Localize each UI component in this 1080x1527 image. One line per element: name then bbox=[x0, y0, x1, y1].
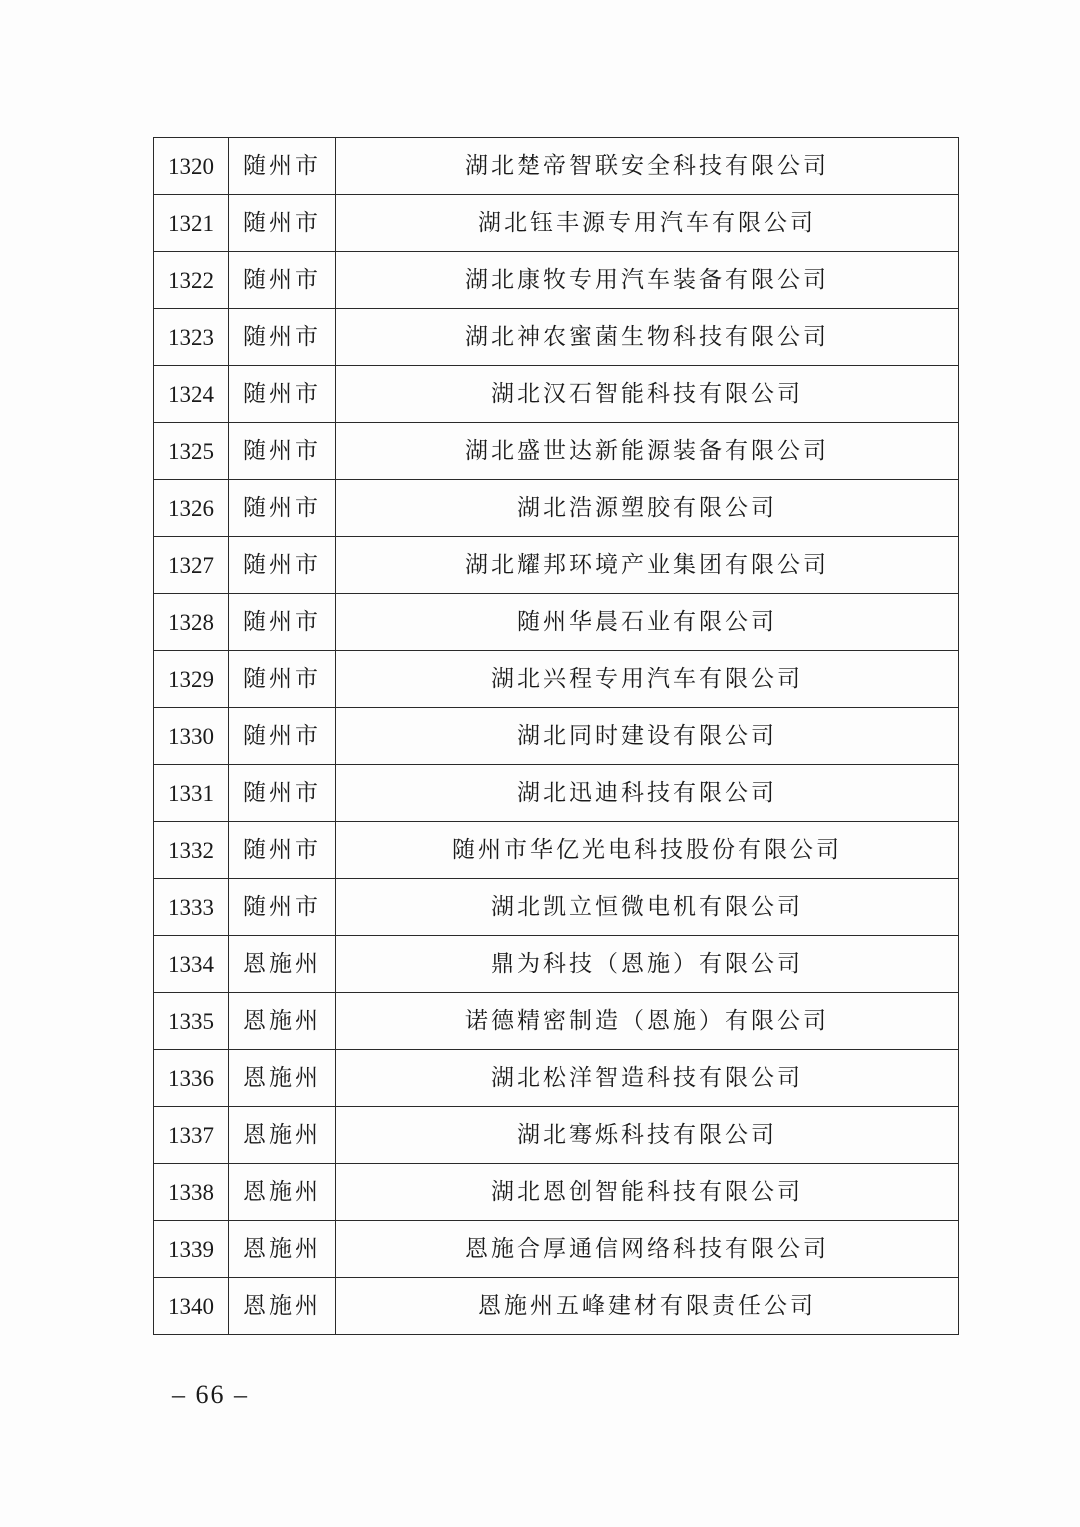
table-row bbox=[154, 1221, 959, 1278]
row-company-name: 湖北兴程专用汽车有限公司 bbox=[336, 651, 959, 708]
table-row bbox=[154, 993, 959, 1050]
row-company-name: 湖北盛世达新能源装备有限公司 bbox=[336, 423, 959, 480]
table-row bbox=[154, 1278, 959, 1335]
row-company-name: 湖北汉石智能科技有限公司 bbox=[336, 366, 959, 423]
row-city: 随州市 bbox=[229, 309, 336, 366]
row-company-name: 湖北钰丰源专用汽车有限公司 bbox=[336, 195, 959, 252]
table-row bbox=[154, 708, 959, 765]
table-row bbox=[154, 651, 959, 708]
row-company-name: 诺德精密制造（恩施）有限公司 bbox=[336, 993, 959, 1050]
row-number: 1327 bbox=[154, 537, 229, 594]
row-number: 1334 bbox=[154, 936, 229, 993]
row-number: 1331 bbox=[154, 765, 229, 822]
table-row bbox=[154, 1164, 959, 1221]
row-city: 随州市 bbox=[229, 651, 336, 708]
row-number: 1337 bbox=[154, 1107, 229, 1164]
table-row bbox=[154, 879, 959, 936]
row-number: 1328 bbox=[154, 594, 229, 651]
row-company-name: 湖北同时建设有限公司 bbox=[336, 708, 959, 765]
row-number: 1340 bbox=[154, 1278, 229, 1335]
company-list-table bbox=[153, 137, 959, 1335]
row-number: 1336 bbox=[154, 1050, 229, 1107]
row-number: 1339 bbox=[154, 1221, 229, 1278]
row-city: 恩施州 bbox=[229, 993, 336, 1050]
table-row bbox=[154, 537, 959, 594]
row-city: 随州市 bbox=[229, 480, 336, 537]
row-company-name: 鼎为科技（恩施）有限公司 bbox=[336, 936, 959, 993]
row-city: 随州市 bbox=[229, 138, 336, 195]
table-body bbox=[154, 138, 959, 1335]
row-city: 恩施州 bbox=[229, 1050, 336, 1107]
row-number: 1332 bbox=[154, 822, 229, 879]
row-city: 随州市 bbox=[229, 195, 336, 252]
row-company-name: 随州华晨石业有限公司 bbox=[336, 594, 959, 651]
table-row bbox=[154, 765, 959, 822]
row-city: 随州市 bbox=[229, 252, 336, 309]
row-city: 随州市 bbox=[229, 366, 336, 423]
row-city: 随州市 bbox=[229, 423, 336, 480]
row-number: 1335 bbox=[154, 993, 229, 1050]
row-city: 随州市 bbox=[229, 879, 336, 936]
row-company-name: 湖北凯立恒微电机有限公司 bbox=[336, 879, 959, 936]
row-city: 恩施州 bbox=[229, 936, 336, 993]
table-row bbox=[154, 822, 959, 879]
row-city: 恩施州 bbox=[229, 1164, 336, 1221]
table-row bbox=[154, 423, 959, 480]
row-number: 1338 bbox=[154, 1164, 229, 1221]
table-row bbox=[154, 480, 959, 537]
row-number: 1325 bbox=[154, 423, 229, 480]
row-company-name: 随州市华亿光电科技股份有限公司 bbox=[336, 822, 959, 879]
row-city: 恩施州 bbox=[229, 1278, 336, 1335]
table-row bbox=[154, 1050, 959, 1107]
row-company-name: 恩施合厚通信网络科技有限公司 bbox=[336, 1221, 959, 1278]
table-row bbox=[154, 309, 959, 366]
row-number: 1326 bbox=[154, 480, 229, 537]
row-city: 恩施州 bbox=[229, 1107, 336, 1164]
row-company-name: 湖北耀邦环境产业集团有限公司 bbox=[336, 537, 959, 594]
row-number: 1323 bbox=[154, 309, 229, 366]
table-row bbox=[154, 936, 959, 993]
row-company-name: 湖北浩源塑胶有限公司 bbox=[336, 480, 959, 537]
row-company-name: 湖北松洋智造科技有限公司 bbox=[336, 1050, 959, 1107]
table-row bbox=[154, 195, 959, 252]
row-city: 随州市 bbox=[229, 537, 336, 594]
table-row bbox=[154, 1107, 959, 1164]
row-number: 1330 bbox=[154, 708, 229, 765]
table-row bbox=[154, 138, 959, 195]
row-number: 1329 bbox=[154, 651, 229, 708]
row-city: 随州市 bbox=[229, 594, 336, 651]
row-company-name: 湖北康牧专用汽车装备有限公司 bbox=[336, 252, 959, 309]
row-company-name: 湖北恩创智能科技有限公司 bbox=[336, 1164, 959, 1221]
row-city: 随州市 bbox=[229, 765, 336, 822]
row-company-name: 恩施州五峰建材有限责任公司 bbox=[336, 1278, 959, 1335]
row-company-name: 湖北楚帝智联安全科技有限公司 bbox=[336, 138, 959, 195]
row-number: 1324 bbox=[154, 366, 229, 423]
row-number: 1322 bbox=[154, 252, 229, 309]
table-row bbox=[154, 366, 959, 423]
page-number: – 66 – bbox=[172, 1380, 249, 1409]
row-company-name: 湖北骞烁科技有限公司 bbox=[336, 1107, 959, 1164]
row-city: 恩施州 bbox=[229, 1221, 336, 1278]
row-number: 1320 bbox=[154, 138, 229, 195]
row-city: 随州市 bbox=[229, 822, 336, 879]
row-company-name: 湖北迅迪科技有限公司 bbox=[336, 765, 959, 822]
row-number: 1333 bbox=[154, 879, 229, 936]
table-row bbox=[154, 252, 959, 309]
row-city: 随州市 bbox=[229, 708, 336, 765]
table-row bbox=[154, 594, 959, 651]
row-company-name: 湖北神农蜜菌生物科技有限公司 bbox=[336, 309, 959, 366]
row-number: 1321 bbox=[154, 195, 229, 252]
